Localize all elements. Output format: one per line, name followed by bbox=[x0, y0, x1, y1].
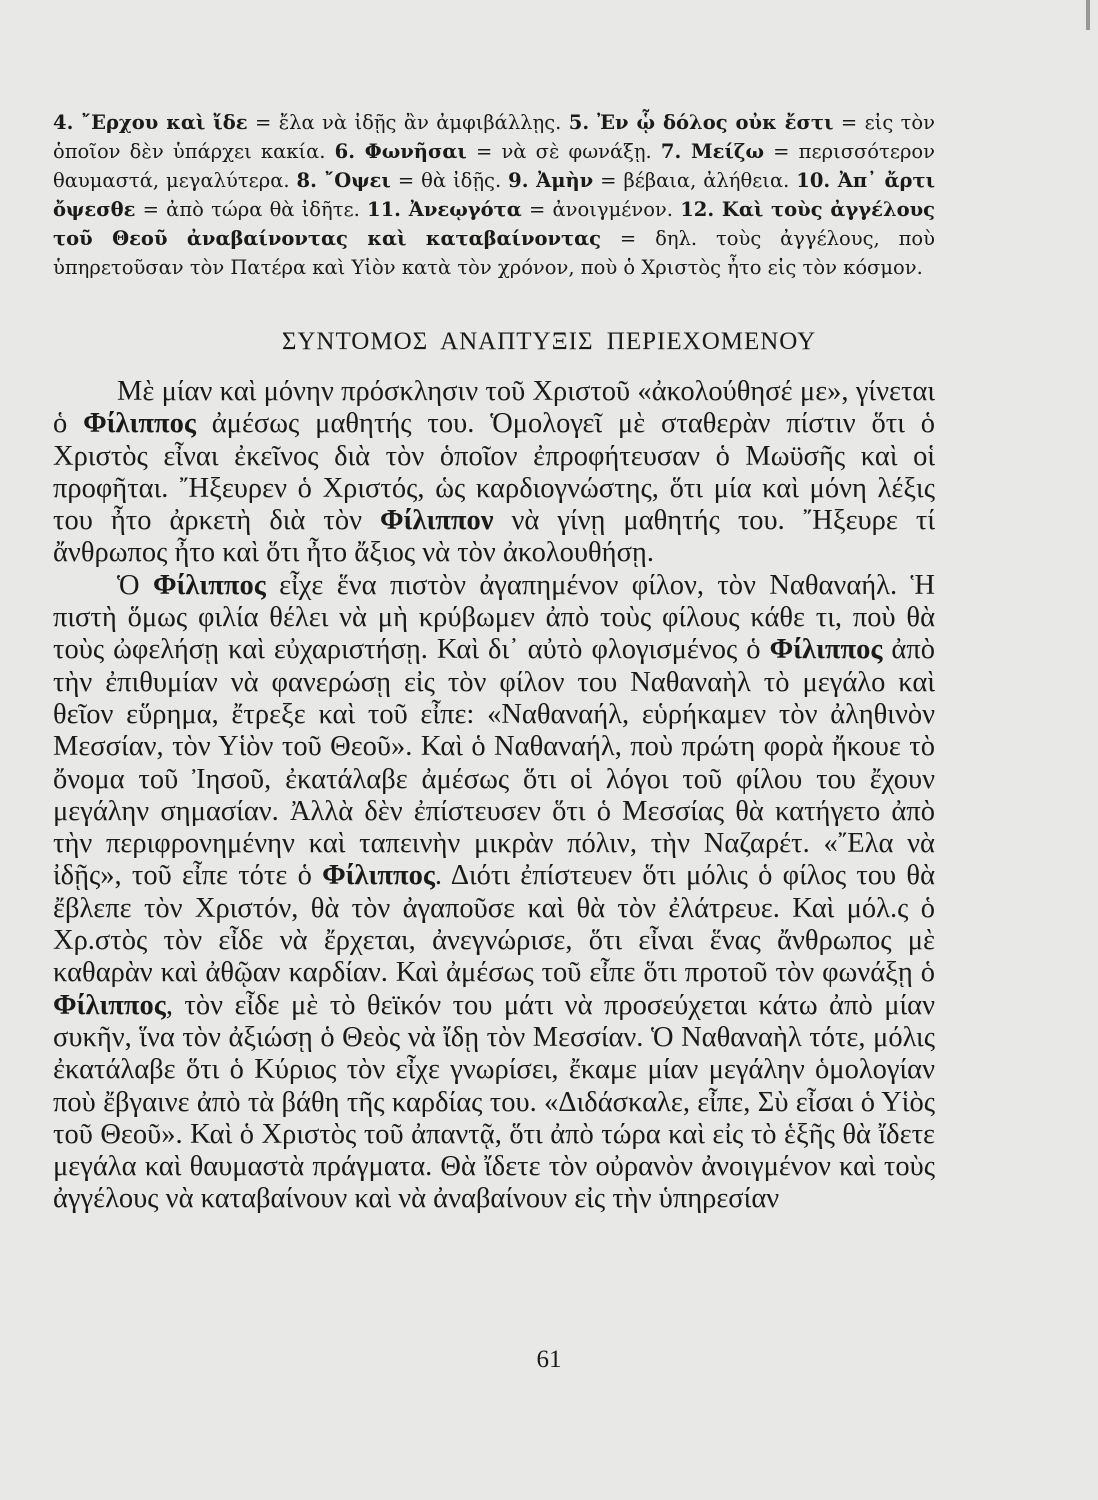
paragraph-2-part-i: , τὸν εἶδε μὲ τὸ θεϊκόν του μάτι νὰ προσεύχεται κάτω ἀπὸ μίαν συκῆν, ἵνα τὸν ἀξιώσῃ ὁ Θεὸς νὰ ἴδῃ τὸν Μεσσίαν. Ὁ Ναθαναὴλ τότε, μόλις ἐκατάλαβε ὅτι ὁ Κύριος τὸν εἶχε γνωρίσει, ἔκαμε μίαν μεγάλην ὁμολογίαν ποὺ ἔβγαινε ἀπὸ τὰ βάθη τῆς καρδίας του. «Διδάσκαλε, εἶπε, Σὺ εἶσαι ὁ Υἱὸς τοῦ Θεοῦ». Καὶ ὁ Χριστὸς τοῦ ἀπαντᾷ, ὅτι ἀπὸ τώρα καὶ εἰς τὸ ἑξῆς θὰ ἴδετε μεγάλα καὶ θαυμαστὰ πράγματα. Θὰ ἴδετε τὸν οὐρανὸν ἀνοιγμένον καὶ τοὺς ἀγγέλους νὰ καταβαίνουν καὶ νὰ ἀναβαίνουν εἰς τὴν ὑπηρεσίαν bbox=[53, 989, 935, 1215]
page-number: 61 bbox=[536, 1346, 562, 1373]
note-12-term: 12. Καὶ τοὺς ἀγγέλους τοῦ Θεοῦ ἀναβαίνοντας καὶ καταβαίνοντας bbox=[53, 198, 936, 250]
paragraph-2-part-a: Ὁ bbox=[117, 569, 153, 601]
note-4-term: 4. ῎Ερχου καὶ ἴδε bbox=[53, 111, 248, 134]
note-9-gloss: = βέβαια, ἀλήθεια. bbox=[600, 169, 790, 192]
paragraph-1-part-a: Μὲ μίαν καὶ μόνην πρόσκλησιν τοῦ Χριστοῦ «ἀκολούθησέ με», γίνεται ὁ bbox=[53, 376, 935, 440]
section-heading: ΣΥΝΤΟΜΟΣ ΑΝΑΠΤΥΞΙΣ ΠΕΡΙΕΧΟΜΕΝΟΥ bbox=[281, 328, 817, 355]
scan-edge-mark bbox=[1086, 0, 1090, 30]
note-6-term: 6. Φωνῆσαι bbox=[334, 140, 467, 163]
paragraph-1-part-e: νὰ γίνῃ μαθητής του. ῎Ηξευρε τί ἄνθρωπος ἦτο καὶ ὅτι ἦτο ἄξιος νὰ τὸν ἀκολουθήσῃ. bbox=[53, 505, 935, 569]
paragraph-1 bbox=[53, 376, 935, 570]
note-10-term: 10. Ἀπ᾽ ἄρτι ὄψεσθε bbox=[53, 169, 936, 221]
name-philip: Φίλιππος bbox=[322, 860, 435, 892]
name-philip: Φίλιππον bbox=[379, 505, 494, 537]
paragraph-2 bbox=[53, 570, 935, 1216]
note-7-term: 7. Μείζω bbox=[660, 140, 765, 163]
paragraph-2-part-e: ἀπὸ τὴν ἐπιθυμίαν νὰ φανερώσῃ εἰς τὸν φίλον του Ναθαναὴλ τὸ μεγάλο καὶ θεῖον εὕρημα, ἔτρεξε καὶ τοῦ εἶπε: «Ναθαναήλ, εὑρήκαμεν τὸν ἀληθινὸν Μεσσίαν, τὸν Υἱὸν τοῦ Θεοῦ». Καὶ ὁ Ναθαναήλ, ποὺ πρώτη φορὰ ἤκουε τὸ ὄνομα τοῦ Ἰησοῦ, ἐκατάλαβε ἀμέσως ὅτι οἱ λόγοι τοῦ φίλου του ἔχουν μεγάλην σημασίαν. Ἀλλὰ δὲν ἐπίστευσεν ὅτι ὁ Μεσσίας θὰ κατήγετο ἀπὸ τὴν περιφρονημένην καὶ ταπεινὴν μικρὰν πόλιν, τὴν Ναζαρέτ. «῎Ελα νὰ ἰδῇς», τοῦ εἶπε τότε ὁ bbox=[53, 634, 935, 892]
paragraph-2-part-c: εἶχε ἕνα πιστὸν ἀγαπημένον φίλον, τὸν Ναθαναήλ. Ἡ πιστὴ ὅμως φιλία θέλει νὰ μὴ κρύβωμεν ἀπὸ τοὺς φίλους κάθε τι, ποὺ θὰ τοὺς ὠφελήσῃ καὶ εὐχαριστήσῃ. Καὶ δι᾽ αὐτὸ φλογισμένος ὁ bbox=[53, 569, 935, 666]
name-philip: Φίλιππος bbox=[769, 634, 883, 666]
note-12-gloss: = δηλ. τοὺς ἀγγέλους, ποὺ ὑπηρετοῦσαν τὸν Πατέρα καὶ Υἱὸν κατὰ τὸν χρόνον, ποὺ ὁ Χριστὸς ἦτο εἰς τὸν κόσμον. bbox=[53, 227, 936, 279]
vocabulary-notes bbox=[53, 108, 935, 282]
paragraph-1-part-c: ἀμέσως μαθητής του. Ὁμολογεῖ μὲ σταθερὰν πίστιν ὅτι ὁ Χριστὸς εἶναι ἐκεῖνος διὰ τὸν ὁποῖον ἐπροφήτευσαν ὁ Μωϋσῆς καὶ οἱ προφῆται. ῎Ηξευρεν ὁ Χριστός, ὡς καρδιογνώστης, ὅτι μία καὶ μόνη λέξις του ἦτο ἀρκετὴ διὰ τὸν bbox=[53, 408, 935, 537]
note-11-term: 11. Ἀνεῳγότα bbox=[367, 198, 522, 221]
note-5-term: 5. Ἐν ᾧ δόλος οὐκ ἔστι bbox=[568, 111, 834, 134]
note-7-gloss: = περισσότερον θαυμαστά, μεγαλύτερα. bbox=[53, 140, 935, 192]
note-11-gloss: = ἀνοιγμένον. bbox=[528, 198, 673, 221]
note-5-gloss: = εἰς τὸν ὁποῖον δὲν ὑπάρχει κακία. bbox=[53, 111, 936, 163]
name-philip: Φίλιππος bbox=[53, 989, 166, 1021]
name-philip: Φίλιππος bbox=[83, 408, 196, 440]
name-philip: Φίλιππος bbox=[152, 569, 266, 601]
note-6-gloss: = νὰ σὲ φωνάξῃ. bbox=[475, 140, 652, 163]
note-8-gloss: = θὰ ἰδῇς. bbox=[397, 169, 502, 192]
note-4-gloss: = ἔλα νὰ ἰδῇς ἂν ἀμφιβάλλῃς. bbox=[254, 111, 562, 134]
note-9-term: 9. Ἀμὴν bbox=[508, 169, 594, 192]
main-text bbox=[53, 376, 935, 1216]
note-10-gloss: = ἀπὸ τώρα θὰ ἰδῆτε. bbox=[142, 198, 360, 221]
note-8-term: 8. ῎Οψει bbox=[296, 169, 391, 192]
paragraph-2-part-g: . Διότι ἐπίστευεν ὅτι μόλις ὁ φίλος του θὰ ἔβλεπε τὸν Χριστόν, θὰ τὸν ἀγαποῦσε καὶ θὰ τὸν ἐλάτρευε. Καὶ μόλ.ς ὁ Χρ.στὸς τὸν εἶδε νὰ ἔρχεται, ἀνεγνώρισε, ὅτι εἶναι ἕνας ἄνθρωπος μὲ καθαρὰν καὶ ἀθῷαν καρδίαν. Καὶ ἀμέσως τοῦ εἶπε ὅτι προτοῦ τὸν φωνάξῃ ὁ bbox=[53, 860, 935, 989]
